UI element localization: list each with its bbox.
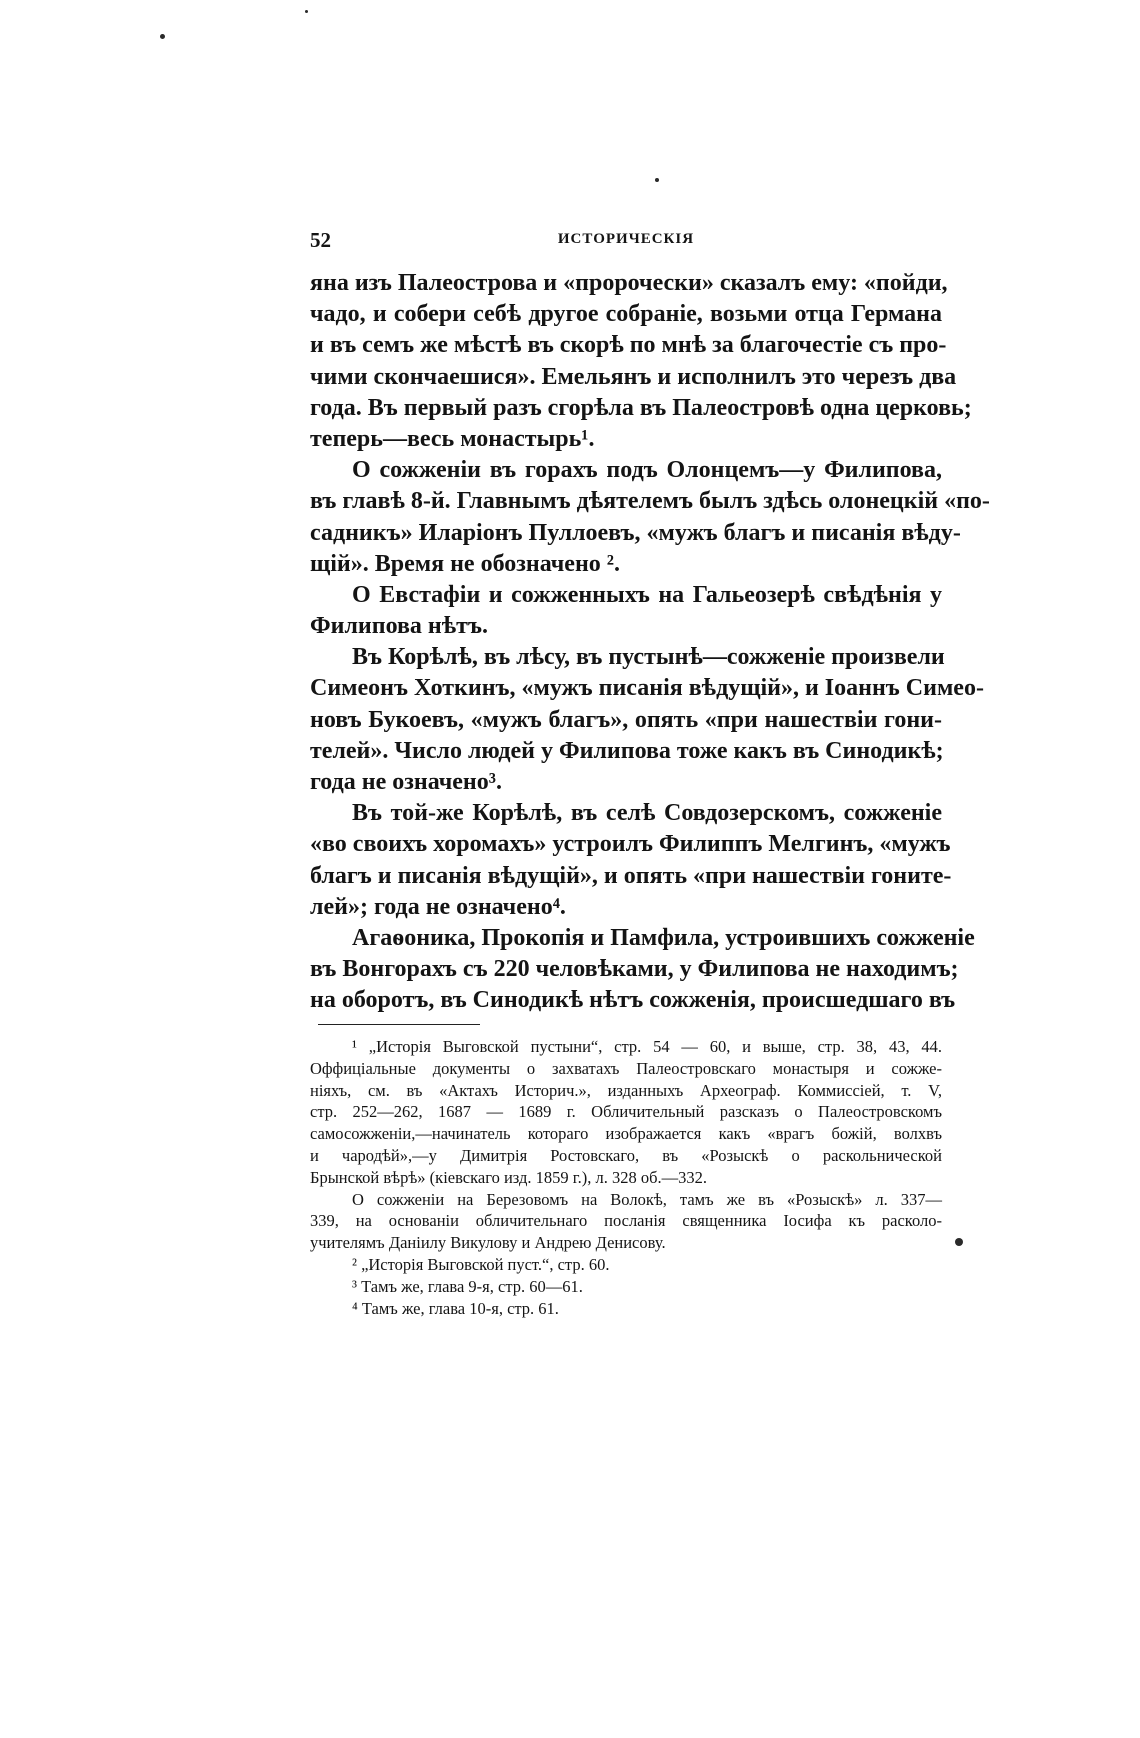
footnote-line: Брынской вѣрѣ» (кіевскаго изд. 1859 г.), л. 328 об.—332. [310, 1167, 708, 1187]
text-line: года. Въ первый разъ сгорѣла въ Палеостровѣ одна церковь; [310, 394, 972, 421]
page-number: 52 [310, 228, 331, 252]
footnote-line: самосожженіи,—начинатель котораго изображается какъ «врагъ божій, волхвъ [310, 1124, 942, 1144]
text-line: Въ той-же Корѣлѣ, въ селѣ Совдозерскомъ, сожженіе [352, 800, 942, 827]
text-line: въ главѣ 8-й. Главнымъ дѣятелемъ былъ здѣсь олонецкій «по- [310, 488, 990, 515]
ink-speck [160, 34, 165, 39]
main-text [310, 268, 990, 1017]
text-line: «во своихъ хоромахъ» устроилъ Филиппъ Мелгинъ, «мужъ [310, 831, 951, 858]
footnotes [310, 1036, 942, 1319]
running-head: ИСТОРИЧЕСКІЯ [557, 231, 695, 247]
text-line: на оборотъ, въ Синодикѣ нѣтъ сожженія, происшедшаго въ [310, 987, 956, 1014]
text-line: благъ и писанія вѣдущій», и опять «при нашествіи гоните- [310, 862, 952, 889]
ink-speck [305, 10, 308, 13]
footnote-line: ¹ „Исторія Выговской пустыни“, стр. 54 — 60, и выше, стр. 38, 43, 44. [352, 1037, 942, 1056]
text-line: чадо, и собери себѣ другое собраніе, возьми отца Германа [310, 301, 942, 328]
footnote-divider [318, 1024, 480, 1025]
text-line: въ Вонгорахъ съ 220 человѣками, у Филипова не находимъ; [310, 956, 959, 983]
text-line: и въ семъ же мѣстѣ въ скорѣ по мнѣ за благочестіе съ про- [310, 332, 947, 359]
text-line: новъ Букоевъ, «мужъ благъ», опять «при нашествіи гони- [310, 706, 942, 733]
page-header [310, 228, 942, 254]
text-line: чими скончаешися». Емельянъ и исполнилъ это черезъ два [310, 363, 957, 390]
text-line: яна изъ Палеострова и «пророчески» сказалъ ему: «пойди, [310, 270, 948, 296]
ink-speck [955, 1238, 963, 1246]
text-line: щій». Время не обозначено ². [310, 550, 620, 577]
footnote-line: ³ Тамъ же, глава 9-я, стр. 60—61. [352, 1276, 583, 1296]
text-line: Агаѳоника, Прокопія и Памфила, устроившихъ сожженіе [352, 924, 975, 951]
footnote-line: ніяхъ, см. въ «Актахъ Историч.», изданныхъ Археограф. Коммиссіей, т. V, [310, 1080, 942, 1100]
footnote-line: учителямъ Даніилу Викулову и Андрею Денисову. [310, 1233, 666, 1253]
footnote-line: ⁴ Тамъ же, глава 10-я, стр. 61. [352, 1298, 559, 1318]
text-line: телей». Число людей у Филипова тоже какъ въ Синодикѣ; [310, 737, 944, 764]
text-line: года не означено³. [310, 769, 502, 795]
footnote-line: Оффиціальные документы о захватахъ Палеостровскаго монастыря и сожже- [310, 1058, 942, 1078]
footnote-line: О сожженіи на Березовомъ на Волокѣ, тамъ же въ «Розыскѣ» л. 337— [352, 1189, 942, 1209]
text-line: Въ Корѣлѣ, въ лѣсу, въ пустынѣ—сожженіе произвели [352, 644, 945, 671]
text-line: О Евстафіи и сожженныхъ на Гальеозерѣ свѣдѣнія у [352, 581, 942, 608]
text-line: О сожженіи въ горахъ подъ Олонцемъ—у Филипова, [352, 457, 942, 484]
text-line: лей»; года не означено⁴. [310, 893, 566, 920]
text-line: теперь—весь монастырь¹. [310, 425, 595, 452]
ink-speck [655, 178, 659, 182]
text-line: Филипова нѣтъ. [310, 613, 488, 640]
footnote-line: и чародѣй»,—у Димитрія Ростовскаго, въ «Розыскѣ о раскольнической [310, 1145, 942, 1165]
text-line: садникъ» Иларіонъ Пуллоевъ, «мужъ благъ и писанія вѣду- [310, 519, 961, 546]
footnote-line: ² „Исторія Выговской пуст.“, стр. 60. [352, 1254, 610, 1274]
footnote-line: стр. 252—262, 1687 — 1689 г. Обличительный разсказъ о Палеостровскомъ [310, 1102, 942, 1122]
text-line: Симеонъ Хоткинъ, «мужъ писанія вѣдущій», и Іоаннъ Симео- [310, 675, 984, 702]
footnote-line: 339, на основаніи обличительнаго посланія священника Іосифа къ расколо- [310, 1211, 942, 1231]
